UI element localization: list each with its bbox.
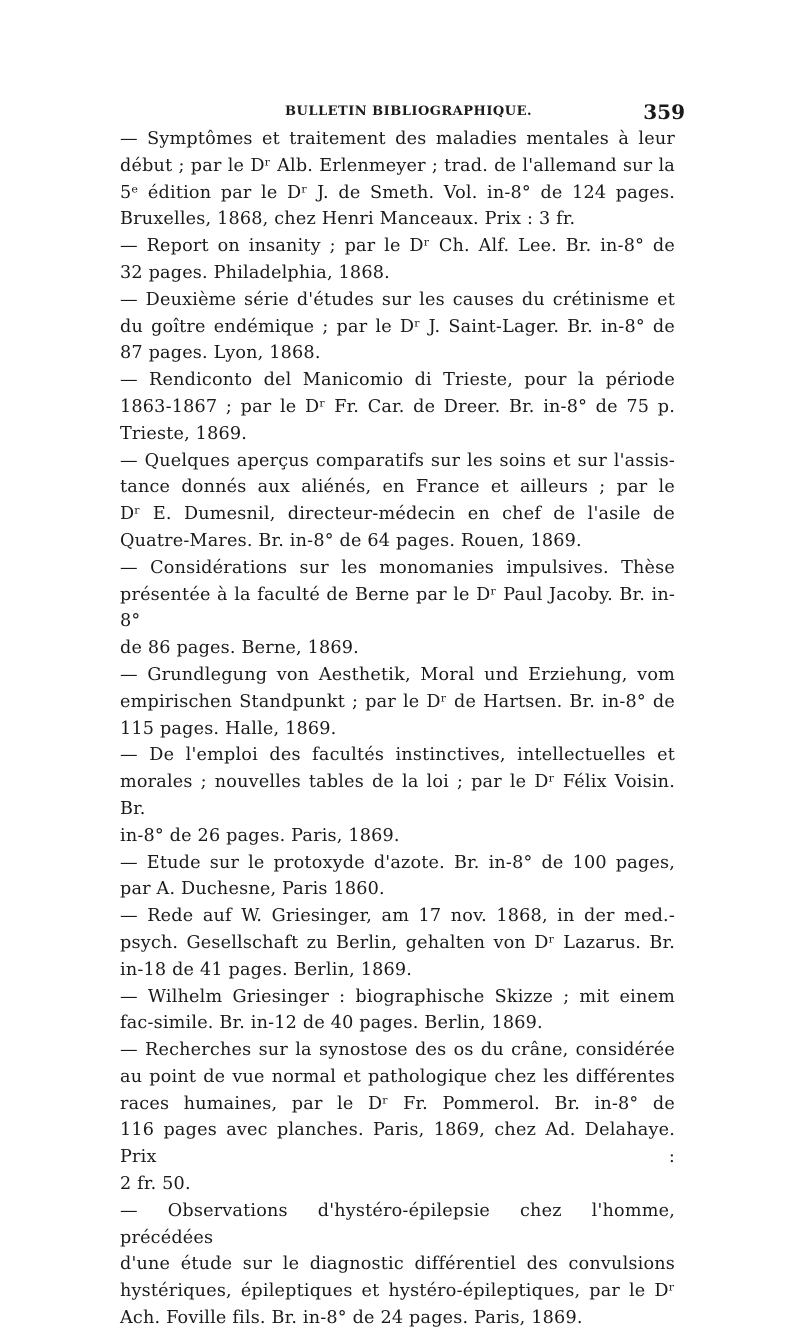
entry-line: par A. Duchesne, Paris 1860. <box>120 879 385 900</box>
running-title: BULLETIN BIBLIOGRAPHIQUE. <box>285 104 533 119</box>
entry-line: — Recherches sur la synostose des os du crâne, considérée <box>120 1040 675 1061</box>
entry-line: hystériques, épileptiques et hystéro-épileptiques, par le Dʳ <box>120 1281 675 1302</box>
entry-line: — Rede auf W. Griesinger, am 17 nov. 1868, in der med.- <box>120 906 675 927</box>
bibliography-entry <box>120 1037 675 1198</box>
bibliography-entry <box>120 367 675 447</box>
entry-line: de 86 pages. Berne, 1869. <box>120 638 359 659</box>
entry-line: morales ; nouvelles tables de la loi ; par le Dʳ Félix Voisin. Br. <box>120 772 675 819</box>
bibliography-entry <box>120 742 675 849</box>
entry-line: 116 pages avec planches. Paris, 1869, chez Ad. Delahaye. Prix : <box>120 1120 675 1168</box>
bibliography-entries <box>120 126 675 1332</box>
entry-line: — De l'emploi des facultés instinctives, intellectuelles et <box>120 745 675 766</box>
bibliography-entry <box>120 903 675 983</box>
entry-line: présentée à la faculté de Berne par le Dʳ Paul Jacoby. Br. in-8° <box>120 584 675 632</box>
entry-line: 2 fr. 50. <box>120 1174 191 1195</box>
entry-line: — Observations d'hystéro-épilepsie chez l'homme, précédées <box>120 1200 675 1248</box>
entry-line: fac-simile. Br. in-12 de 40 pages. Berlin, 1869. <box>120 1013 543 1034</box>
entry-line: 5ᵉ édition par le Dʳ J. de Smeth. Vol. in-8° de 124 pages. <box>120 182 675 203</box>
entry-line: Bruxelles, 1868, chez Henri Manceaux. Prix : 3 fr. <box>120 209 576 230</box>
entry-line: 32 pages. Philadelphia, 1868. <box>120 262 390 283</box>
entry-line: du goître endémique ; par le Dʳ J. Saint-Lager. Br. in-8° de <box>120 316 675 337</box>
entry-line: — Considérations sur les monomanies impulsives. Thèse <box>120 557 675 578</box>
entry-line: empirischen Standpunkt ; par le Dʳ de Hartsen. Br. in-8° de <box>120 691 675 712</box>
entry-line: in-8° de 26 pages. Paris, 1869. <box>120 825 400 846</box>
entry-line: début ; par le Dʳ Alb. Erlenmeyer ; trad. de l'allemand sur la <box>120 155 675 176</box>
entry-line: Ach. Foville fils. Br. in-8° de 24 pages. Paris, 1869. <box>120 1308 583 1329</box>
entry-line: — Rendiconto del Manicomio di Trieste, pour la période <box>120 370 675 391</box>
entry-line: — Deuxième série d'études sur les causes du crétinisme et <box>120 289 675 310</box>
bibliography-entry <box>120 555 675 662</box>
bibliography-entry <box>120 126 675 233</box>
entry-line: 1863-1867 ; par le Dʳ Fr. Car. de Dreer. Br. in-8° de 75 p. <box>120 396 675 417</box>
entry-line: — Symptômes et traitement des maladies mentales à leur <box>120 129 675 149</box>
bibliography-entry <box>120 984 675 1038</box>
entry-line: au point de vue normal et pathologique chez les différentes <box>120 1066 675 1087</box>
entry-line: d'une étude sur le diagnostic différentiel des convulsions <box>120 1254 675 1275</box>
entry-line: Quatre-Mares. Br. in-8° de 64 pages. Rouen, 1869. <box>120 530 582 551</box>
entry-line: tance donnés aux aliénés, en France et ailleurs ; par le <box>120 477 675 498</box>
bibliography-entry <box>120 662 675 742</box>
bibliography-entry <box>120 233 675 287</box>
entry-line: 115 pages. Halle, 1869. <box>120 718 337 739</box>
entry-line: Dʳ E. Dumesnil, directeur-médecin en chef de l'asile de <box>120 504 675 525</box>
bibliography-entry <box>120 287 675 367</box>
bibliography-entry <box>120 1198 675 1332</box>
page-number: 359 <box>643 100 685 124</box>
bibliography-entry <box>120 850 675 904</box>
entry-line: Trieste, 1869. <box>120 423 248 444</box>
entry-line: in-18 de 41 pages. Berlin, 1869. <box>120 959 413 980</box>
entry-line: — Report on insanity ; par le Dʳ Ch. Alf. Lee. Br. in-8° de <box>120 236 675 257</box>
entry-line: — Wilhelm Griesinger : biographische Skizze ; mit einem <box>120 986 675 1007</box>
entry-line: psych. Gesellschaft zu Berlin, gehalten von Dʳ Lazarus. Br. <box>120 932 675 953</box>
entry-line: 87 pages. Lyon, 1868. <box>120 343 321 364</box>
entry-line: — Etude sur le protoxyde d'azote. Br. in-8° de 100 pages, <box>120 852 675 873</box>
entry-line: — Quelques aperçus comparatifs sur les soins et sur l'assis- <box>120 450 675 471</box>
bibliography-entry <box>120 448 675 555</box>
entry-line: races humaines, par le Dʳ Fr. Pommerol. Br. in-8° de <box>120 1093 675 1114</box>
running-head <box>120 100 685 126</box>
entry-line: — Grundlegung von Aesthetik, Moral und Erziehung, vom <box>120 664 675 685</box>
